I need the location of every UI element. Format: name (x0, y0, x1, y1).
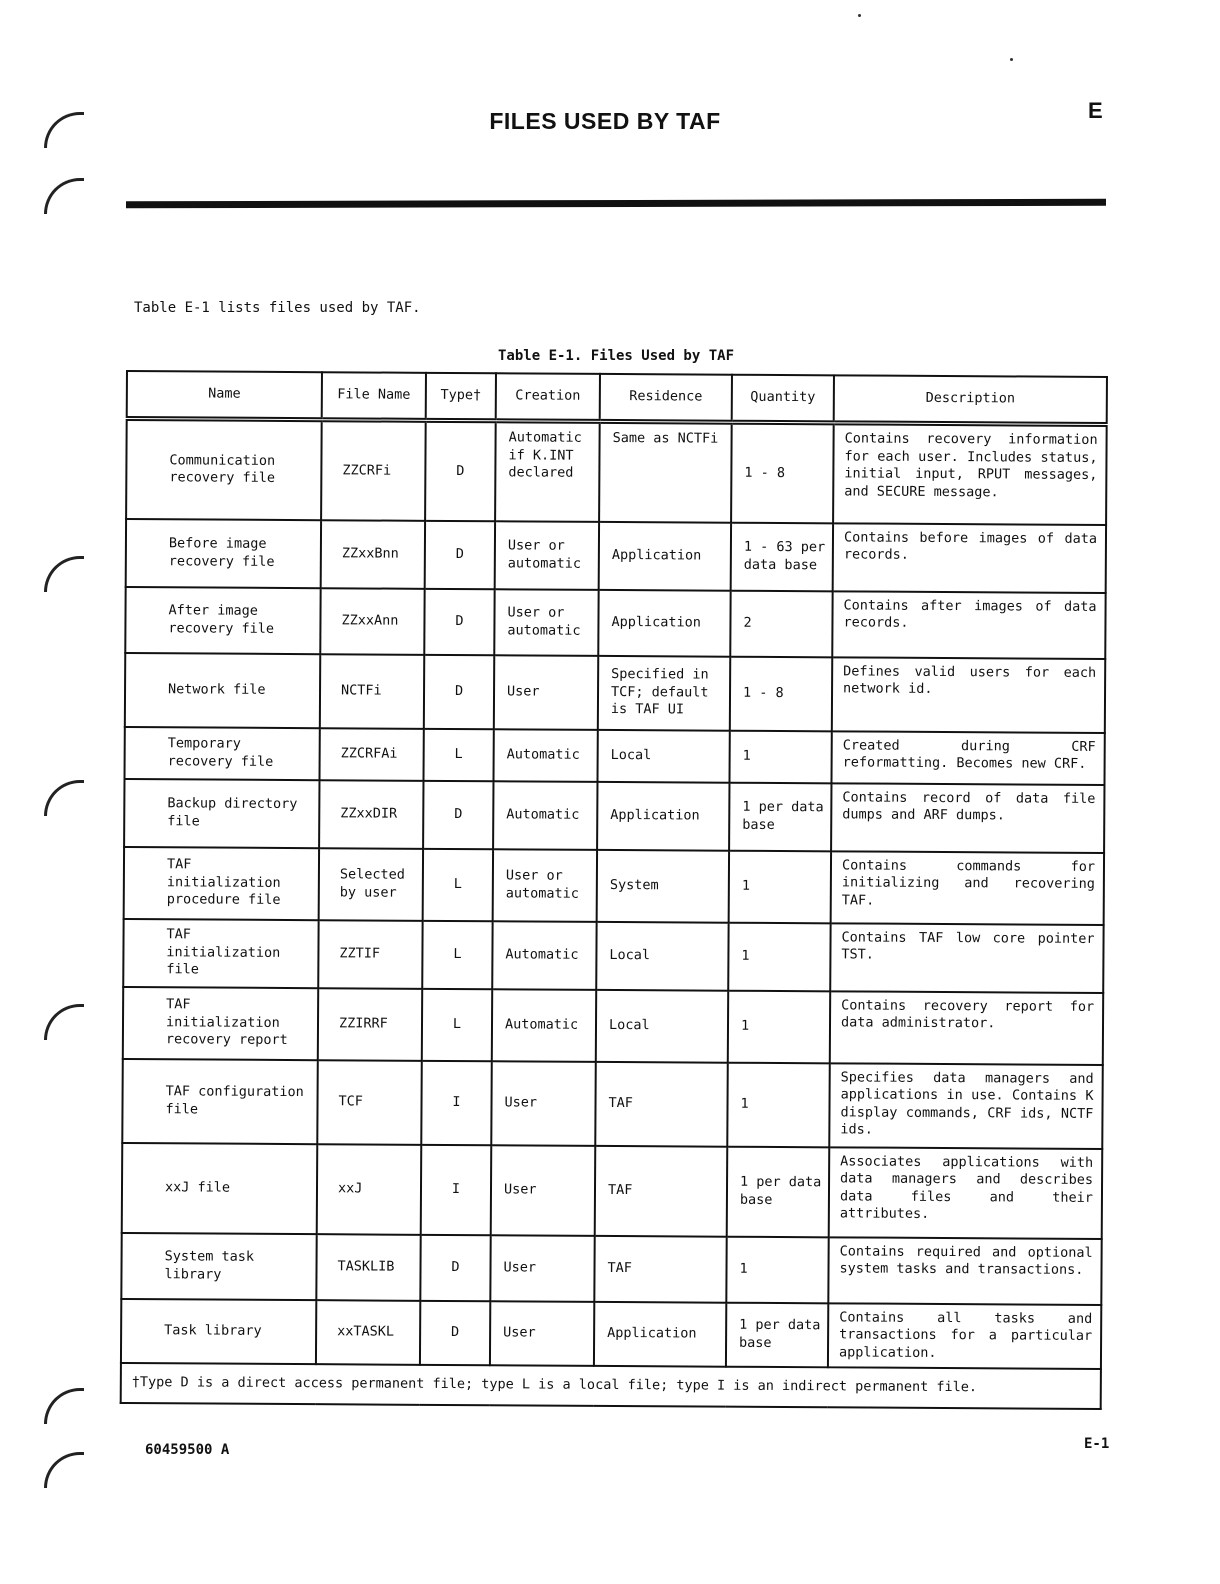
cell-creation: User (491, 1061, 596, 1146)
table-row (125, 587, 1105, 659)
cell-creation: User or automatic (493, 849, 597, 922)
binder-hole-mark (44, 780, 84, 816)
cell-quantity: 1 (727, 1062, 830, 1147)
cell-creation: User or automatic (494, 589, 598, 656)
cell-residence: Application (597, 781, 729, 850)
cell-quantity: 1 (729, 850, 831, 923)
binder-hole-mark (44, 1452, 84, 1488)
binder-hole-mark (44, 1388, 84, 1424)
cell-description: Specifies data managers and applications in use. Contains K display commands, CRF ids, NCTF ids. (829, 1063, 1103, 1149)
cell-residence: Local (596, 921, 728, 990)
page-number: E-1 (1084, 1436, 1110, 1452)
cell-file-name: ZZTIF (318, 920, 422, 989)
cell-description: Associates applications with data managers and describes data files and their attributes. (829, 1147, 1103, 1239)
cell-creation: Automatic if K.INT declared (495, 421, 600, 522)
cell-file-name: TCF (317, 1060, 422, 1145)
table-row (122, 1058, 1102, 1148)
cell-creation: Automatic (493, 781, 597, 850)
cell-residence: TAF (594, 1235, 726, 1302)
cell-quantity: 1 (726, 1236, 828, 1303)
cell-file-name: TASKLIB (316, 1234, 420, 1301)
column-header: Type† (426, 373, 496, 421)
binder-hole-mark (44, 1004, 84, 1040)
cell-type: I (421, 1060, 492, 1144)
cell-residence: Application (598, 589, 730, 656)
cell-residence: Application (594, 1301, 726, 1366)
cell-quantity: 1 - 8 (730, 656, 832, 731)
cell-quantity: 1 (729, 730, 831, 783)
cell-file-name: Selected by user (319, 848, 423, 921)
cell-name: TAF initialization file (123, 918, 318, 987)
cell-quantity: 1 per data base (729, 782, 831, 851)
cell-description: Contains recovery information for each user. Includes status, initial input, RPUT messages, and SECURE message. (833, 423, 1107, 525)
table-row (124, 778, 1104, 852)
table-footnote-row (121, 1362, 1101, 1408)
cell-type: I (421, 1144, 492, 1234)
cell-description: Contains TAF low core pointer TST. (830, 923, 1103, 993)
cell-description: Contains after images of data records. (832, 591, 1105, 659)
cell-creation: User or automatic (495, 521, 599, 590)
cell-description: Contains required and optional system tasks and transactions. (828, 1237, 1101, 1305)
cell-quantity: 1 (728, 922, 830, 991)
cell-residence: Local (596, 989, 728, 1062)
table-row (125, 653, 1105, 733)
cell-type: D (425, 520, 495, 588)
cell-name: TAF configuration file (122, 1058, 318, 1143)
cell-type: L (423, 848, 493, 920)
cell-description: Contains record of data file dumps and ARF dumps. (831, 783, 1104, 853)
table-header-row (127, 371, 1107, 424)
column-header: File Name (322, 372, 426, 420)
cell-file-name: ZZxxAnn (320, 588, 424, 655)
cell-type: D (420, 1234, 490, 1300)
cell-description: Contains all tasks and transactions for a particular application. (828, 1303, 1101, 1369)
cell-name: After image recovery file (125, 587, 320, 654)
cell-type: L (423, 728, 493, 780)
column-header: Name (127, 371, 322, 420)
cell-name: Network file (125, 653, 320, 728)
cell-file-name: ZZCRFAi (320, 728, 424, 781)
table-row (122, 1142, 1103, 1238)
appendix-letter: E (1088, 98, 1103, 123)
intro-text: Table E-1 lists files used by TAF. (134, 300, 421, 316)
cell-name: Before image recovery file (126, 519, 321, 588)
cell-creation: Automatic (493, 729, 597, 782)
cell-name: Backup directory file (124, 778, 319, 847)
cell-file-name: ZZIRRF (318, 988, 422, 1061)
cell-creation: Automatic (492, 921, 596, 990)
cell-quantity: 1 - 63 per data base (731, 522, 833, 591)
cell-type: L (422, 988, 492, 1060)
cell-name: TAF initialization recovery report (123, 986, 318, 1059)
title-rule (126, 199, 1106, 209)
document-number: 60459500 A (145, 1442, 230, 1458)
cell-residence: TAF (595, 1145, 728, 1236)
cell-file-name: NCTFi (320, 654, 424, 729)
table-footnote: †Type D is a direct access permanent file; type L is a local file; type I is an indirect permanent file. (121, 1362, 1101, 1408)
cell-creation: User (490, 1235, 594, 1302)
binder-hole-mark (44, 178, 84, 214)
cell-residence: System (597, 849, 729, 922)
cell-creation: User (491, 1145, 596, 1236)
cell-file-name: ZZxxBnn (321, 520, 425, 589)
table-row (124, 846, 1104, 924)
cell-residence: Same as NCTFi (599, 421, 732, 522)
files-table-container (120, 370, 1106, 1409)
table-row (121, 1232, 1101, 1304)
cell-quantity: 1 (728, 990, 830, 1063)
cell-residence: Local (597, 729, 729, 782)
cell-name: TAF initialization procedure file (124, 846, 319, 919)
table-row (126, 419, 1107, 525)
cell-name: Task library (121, 1298, 316, 1363)
cell-description: Contains before images of data records. (833, 523, 1106, 593)
binder-hole-mark (44, 556, 84, 592)
files-table (120, 370, 1108, 1409)
column-header: Description (834, 375, 1107, 424)
column-header: Creation (496, 373, 600, 421)
cell-type: D (424, 588, 494, 654)
table-caption: Table E-1. Files Used by TAF (498, 348, 735, 364)
cell-quantity: 1 per data base (726, 1302, 828, 1367)
cell-residence: TAF (595, 1061, 728, 1146)
table-row (125, 726, 1105, 784)
table-row (121, 1298, 1101, 1368)
scan-speck (1010, 58, 1013, 61)
cell-type: D (420, 1300, 490, 1364)
cell-name: xxJ file (122, 1142, 318, 1233)
cell-name: Communication recovery file (126, 419, 322, 520)
cell-residence: Application (599, 521, 731, 590)
cell-name: Temporary recovery file (125, 726, 320, 779)
scan-speck (858, 14, 861, 17)
cell-creation: User (490, 1301, 594, 1366)
table-row (123, 918, 1103, 992)
cell-file-name: ZZxxDIR (319, 780, 423, 849)
cell-quantity: 1 per data base (727, 1146, 830, 1237)
cell-type: L (422, 920, 492, 988)
cell-creation: User (494, 655, 598, 730)
cell-type: D (424, 654, 494, 728)
table-row (126, 519, 1106, 593)
cell-quantity: 1 - 8 (731, 422, 834, 523)
cell-type: D (425, 420, 496, 520)
cell-creation: Automatic (492, 989, 596, 1062)
cell-residence: Specified in TCF; default is TAF UI (598, 655, 730, 730)
cell-type: D (423, 780, 493, 848)
cell-quantity: 2 (730, 590, 832, 657)
cell-description: Created during CRF reformatting. Becomes new CRF. (831, 731, 1104, 785)
page-title: FILES USED BY TAF (489, 108, 721, 134)
cell-file-name: xxTASKL (316, 1300, 420, 1365)
cell-description: Defines valid users for each network id. (832, 657, 1105, 733)
cell-file-name: ZZCRFi (321, 420, 426, 521)
cell-file-name: xxJ (317, 1144, 422, 1235)
cell-description: Contains recovery report for data administrator. (830, 991, 1103, 1065)
cell-description: Contains commands for initializing and recovering TAF. (831, 851, 1104, 925)
column-header: Quantity (732, 375, 834, 423)
column-header: Residence (600, 374, 732, 422)
cell-name: System task library (121, 1232, 316, 1299)
table-row (123, 986, 1103, 1064)
